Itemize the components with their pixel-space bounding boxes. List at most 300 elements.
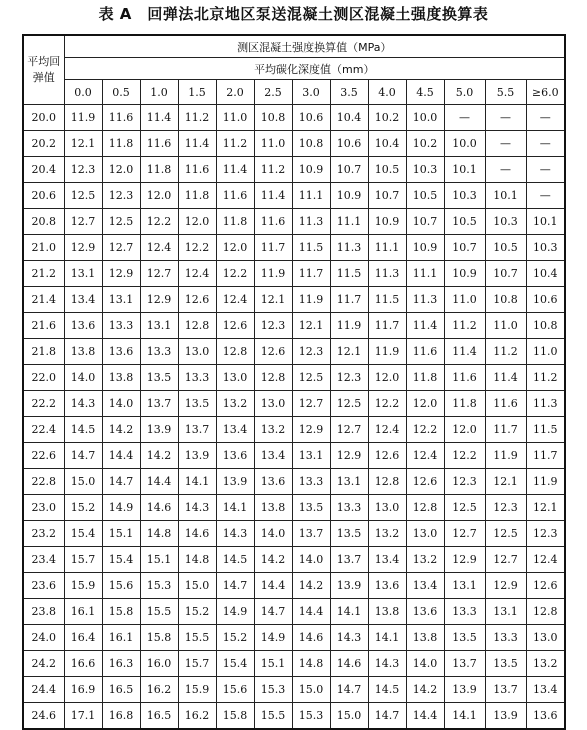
- strength-value-cell: 12.7: [102, 235, 140, 261]
- strength-value-cell: 12.3: [254, 313, 292, 339]
- rebound-value-cell: 23.6: [23, 573, 64, 599]
- strength-value-cell: 10.3: [406, 157, 444, 183]
- strength-value-cell: 13.0: [526, 625, 565, 651]
- strength-value-cell: —: [485, 105, 526, 131]
- rebound-value-header-label: 平均回弹值: [27, 55, 61, 84]
- strength-value-cell: 12.7: [444, 521, 485, 547]
- strength-value-cell: 11.4: [140, 105, 178, 131]
- rebound-value-cell: 20.0: [23, 105, 64, 131]
- strength-value-cell: 13.4: [64, 287, 102, 313]
- strength-value-cell: 11.4: [178, 131, 216, 157]
- strength-value-cell: 11.3: [330, 235, 368, 261]
- strength-value-cell: 11.9: [526, 469, 565, 495]
- strength-value-cell: 10.7: [444, 235, 485, 261]
- strength-value-cell: 11.0: [526, 339, 565, 365]
- strength-value-cell: 11.1: [406, 261, 444, 287]
- strength-value-cell: 14.7: [102, 469, 140, 495]
- strength-value-cell: 13.7: [140, 391, 178, 417]
- strength-value-cell: 10.4: [330, 105, 368, 131]
- strength-value-cell: 12.0: [368, 365, 406, 391]
- table-row: [23, 183, 565, 209]
- strength-value-cell: 12.2: [178, 235, 216, 261]
- strength-value-cell: 10.1: [444, 157, 485, 183]
- strength-value-cell: 13.5: [444, 625, 485, 651]
- rebound-value-cell: 21.2: [23, 261, 64, 287]
- strength-value-cell: 11.1: [368, 235, 406, 261]
- carbonation-depth-row: [23, 80, 565, 105]
- rebound-value-cell: 21.4: [23, 287, 64, 313]
- strength-header: 测区混凝土强度换算值（MPa）: [64, 35, 565, 58]
- strength-value-cell: 10.1: [485, 183, 526, 209]
- strength-value-cell: 14.0: [102, 391, 140, 417]
- strength-value-cell: 11.5: [526, 417, 565, 443]
- strength-value-cell: 13.3: [485, 625, 526, 651]
- strength-value-cell: 12.3: [485, 495, 526, 521]
- strength-value-cell: 12.2: [216, 261, 254, 287]
- strength-value-cell: 14.3: [368, 651, 406, 677]
- strength-value-cell: 11.4: [444, 339, 485, 365]
- strength-value-cell: 11.2: [485, 339, 526, 365]
- strength-value-cell: 10.7: [406, 209, 444, 235]
- strength-value-cell: 10.8: [526, 313, 565, 339]
- strength-value-cell: 11.6: [178, 157, 216, 183]
- strength-value-cell: 13.1: [330, 469, 368, 495]
- strength-value-cell: 14.9: [102, 495, 140, 521]
- strength-value-cell: 11.9: [368, 339, 406, 365]
- strength-value-cell: 12.0: [216, 235, 254, 261]
- strength-value-cell: 11.3: [526, 391, 565, 417]
- strength-value-cell: 13.0: [254, 391, 292, 417]
- strength-value-cell: 13.5: [140, 365, 178, 391]
- strength-value-cell: 15.3: [140, 573, 178, 599]
- carbonation-depth-cell: ≥6.0: [526, 80, 565, 105]
- strength-value-cell: 12.0: [444, 417, 485, 443]
- carbonation-depth-cell: 0.5: [102, 80, 140, 105]
- strength-value-cell: 14.0: [292, 547, 330, 573]
- strength-value-cell: 12.1: [254, 287, 292, 313]
- strength-value-cell: 13.6: [406, 599, 444, 625]
- strength-value-cell: 11.6: [406, 339, 444, 365]
- strength-value-cell: 14.9: [254, 625, 292, 651]
- strength-value-cell: 14.4: [140, 469, 178, 495]
- strength-value-cell: 13.6: [526, 703, 565, 730]
- rebound-value-cell: 24.0: [23, 625, 64, 651]
- table-row: [23, 417, 565, 443]
- carbonation-depth-cell: 3.5: [330, 80, 368, 105]
- strength-value-cell: 12.2: [368, 391, 406, 417]
- strength-value-cell: 17.1: [64, 703, 102, 730]
- strength-value-cell: 11.7: [485, 417, 526, 443]
- strength-value-cell: 15.6: [216, 677, 254, 703]
- table-row: [23, 599, 565, 625]
- table-row: [23, 547, 565, 573]
- strength-value-cell: —: [485, 157, 526, 183]
- strength-value-cell: 13.7: [444, 651, 485, 677]
- strength-value-cell: 13.6: [64, 313, 102, 339]
- strength-value-cell: 10.4: [526, 261, 565, 287]
- strength-value-cell: 12.5: [330, 391, 368, 417]
- strength-value-cell: 12.7: [140, 261, 178, 287]
- rebound-value-cell: 20.4: [23, 157, 64, 183]
- strength-value-cell: 11.2: [526, 365, 565, 391]
- strength-value-cell: —: [526, 157, 565, 183]
- strength-value-cell: —: [526, 105, 565, 131]
- table-row: [23, 625, 565, 651]
- strength-value-cell: 12.5: [485, 521, 526, 547]
- table-row: [23, 131, 565, 157]
- strength-value-cell: 11.9: [254, 261, 292, 287]
- strength-value-cell: 11.4: [254, 183, 292, 209]
- strength-value-cell: 10.1: [526, 209, 565, 235]
- strength-value-cell: 15.1: [140, 547, 178, 573]
- strength-value-cell: 11.9: [330, 313, 368, 339]
- carbonation-depth-cell: 2.5: [254, 80, 292, 105]
- strength-value-cell: 13.4: [526, 677, 565, 703]
- strength-value-cell: 14.1: [368, 625, 406, 651]
- strength-value-cell: 11.1: [330, 209, 368, 235]
- strength-value-cell: 15.8: [216, 703, 254, 730]
- strength-value-cell: 10.5: [485, 235, 526, 261]
- strength-value-cell: 14.1: [216, 495, 254, 521]
- strength-value-cell: 12.3: [292, 339, 330, 365]
- strength-value-cell: 11.5: [368, 287, 406, 313]
- strength-value-cell: 14.1: [330, 599, 368, 625]
- strength-value-cell: 14.6: [178, 521, 216, 547]
- strength-value-cell: 13.4: [368, 547, 406, 573]
- strength-value-cell: 13.7: [485, 677, 526, 703]
- strength-value-cell: 12.8: [254, 365, 292, 391]
- strength-value-cell: 11.6: [216, 183, 254, 209]
- strength-value-cell: 13.8: [102, 365, 140, 391]
- strength-value-cell: 10.0: [444, 131, 485, 157]
- carbonation-depth-cell: 0.0: [64, 80, 102, 105]
- strength-value-cell: 11.9: [485, 443, 526, 469]
- strength-value-cell: 13.4: [254, 443, 292, 469]
- strength-value-cell: 11.8: [216, 209, 254, 235]
- strength-value-cell: 14.0: [406, 651, 444, 677]
- strength-value-cell: 13.3: [102, 313, 140, 339]
- strength-value-cell: 11.9: [292, 287, 330, 313]
- rebound-value-cell: 20.8: [23, 209, 64, 235]
- strength-value-cell: 12.9: [102, 261, 140, 287]
- strength-value-cell: 13.7: [330, 547, 368, 573]
- strength-value-cell: 12.2: [406, 417, 444, 443]
- strength-value-cell: 15.4: [216, 651, 254, 677]
- strength-value-cell: 14.2: [102, 417, 140, 443]
- rebound-value-cell: 23.2: [23, 521, 64, 547]
- strength-value-cell: 14.9: [216, 599, 254, 625]
- table-row: [23, 651, 565, 677]
- strength-value-cell: 13.7: [292, 521, 330, 547]
- strength-value-cell: 11.7: [254, 235, 292, 261]
- rebound-value-cell: 20.6: [23, 183, 64, 209]
- strength-value-cell: 12.3: [526, 521, 565, 547]
- strength-value-cell: 12.4: [368, 417, 406, 443]
- strength-value-cell: 14.0: [64, 365, 102, 391]
- strength-value-cell: 12.1: [526, 495, 565, 521]
- strength-value-cell: 10.3: [485, 209, 526, 235]
- table-row: [23, 391, 565, 417]
- strength-value-cell: 12.4: [406, 443, 444, 469]
- strength-value-cell: 11.5: [292, 235, 330, 261]
- strength-value-cell: 16.8: [102, 703, 140, 730]
- strength-value-cell: 10.5: [368, 157, 406, 183]
- strength-value-cell: 12.6: [526, 573, 565, 599]
- strength-value-cell: 14.7: [64, 443, 102, 469]
- strength-value-cell: 13.5: [330, 521, 368, 547]
- strength-value-cell: —: [526, 183, 565, 209]
- strength-value-cell: 15.4: [64, 521, 102, 547]
- table-row: [23, 313, 565, 339]
- strength-value-cell: 13.0: [178, 339, 216, 365]
- strength-value-cell: 10.3: [526, 235, 565, 261]
- strength-value-cell: 11.1: [292, 183, 330, 209]
- strength-value-cell: 16.6: [64, 651, 102, 677]
- strength-value-cell: 13.8: [64, 339, 102, 365]
- strength-value-cell: 15.5: [178, 625, 216, 651]
- strength-value-cell: 11.8: [102, 131, 140, 157]
- strength-value-cell: 13.9: [485, 703, 526, 730]
- strength-value-cell: 13.1: [102, 287, 140, 313]
- strength-value-cell: 14.3: [64, 391, 102, 417]
- strength-value-cell: 11.8: [140, 157, 178, 183]
- table-row: [23, 521, 565, 547]
- strength-value-cell: 14.8: [140, 521, 178, 547]
- strength-value-cell: 13.6: [254, 469, 292, 495]
- strength-value-cell: 10.8: [485, 287, 526, 313]
- strength-value-cell: 13.8: [406, 625, 444, 651]
- strength-value-cell: 12.5: [64, 183, 102, 209]
- rebound-value-cell: 22.6: [23, 443, 64, 469]
- strength-value-cell: 15.0: [64, 469, 102, 495]
- strength-value-cell: 13.5: [292, 495, 330, 521]
- rebound-value-cell: 24.6: [23, 703, 64, 730]
- strength-value-cell: 10.7: [330, 157, 368, 183]
- strength-conversion-table: [22, 34, 566, 730]
- rebound-value-cell: 24.2: [23, 651, 64, 677]
- strength-value-cell: 15.6: [102, 573, 140, 599]
- strength-value-cell: 12.6: [178, 287, 216, 313]
- strength-value-cell: 12.1: [330, 339, 368, 365]
- table-row: [23, 365, 565, 391]
- strength-value-cell: 14.2: [254, 547, 292, 573]
- strength-value-cell: 12.6: [406, 469, 444, 495]
- strength-value-cell: 13.9: [330, 573, 368, 599]
- strength-value-cell: 16.0: [140, 651, 178, 677]
- strength-value-cell: 12.9: [444, 547, 485, 573]
- strength-value-cell: 13.5: [178, 391, 216, 417]
- strength-value-cell: 10.8: [292, 131, 330, 157]
- strength-value-cell: 12.1: [64, 131, 102, 157]
- strength-value-cell: 10.6: [330, 131, 368, 157]
- strength-value-cell: 11.7: [526, 443, 565, 469]
- table-row: [23, 573, 565, 599]
- table-row: [23, 443, 565, 469]
- strength-value-cell: 11.2: [444, 313, 485, 339]
- strength-value-cell: 12.1: [292, 313, 330, 339]
- strength-value-cell: 14.7: [216, 573, 254, 599]
- strength-value-cell: 14.4: [254, 573, 292, 599]
- carbonation-depth-cell: 1.0: [140, 80, 178, 105]
- strength-value-cell: 11.6: [254, 209, 292, 235]
- strength-value-cell: 11.8: [406, 365, 444, 391]
- strength-value-cell: 13.1: [485, 599, 526, 625]
- strength-value-cell: 10.2: [406, 131, 444, 157]
- strength-value-cell: 14.7: [368, 703, 406, 730]
- table-row: [23, 157, 565, 183]
- table-title: 表 A 回弹法北京地区泵送混凝土测区混凝土强度换算表: [98, 5, 489, 23]
- strength-value-cell: 14.6: [140, 495, 178, 521]
- strength-value-cell: 15.1: [254, 651, 292, 677]
- strength-value-cell: 11.4: [485, 365, 526, 391]
- strength-value-cell: 10.0: [406, 105, 444, 131]
- strength-value-cell: 14.8: [292, 651, 330, 677]
- strength-value-cell: 11.2: [216, 131, 254, 157]
- strength-value-cell: 12.9: [140, 287, 178, 313]
- strength-value-cell: 10.4: [368, 131, 406, 157]
- strength-value-cell: 14.4: [292, 599, 330, 625]
- strength-value-cell: 12.9: [330, 443, 368, 469]
- strength-value-cell: 14.2: [140, 443, 178, 469]
- rebound-value-cell: 23.8: [23, 599, 64, 625]
- strength-value-cell: 13.2: [526, 651, 565, 677]
- strength-value-cell: 11.0: [485, 313, 526, 339]
- strength-value-cell: 14.5: [368, 677, 406, 703]
- strength-value-cell: 12.3: [330, 365, 368, 391]
- carbonation-depth-cell: 3.0: [292, 80, 330, 105]
- strength-value-cell: 12.4: [140, 235, 178, 261]
- strength-value-cell: 16.2: [140, 677, 178, 703]
- strength-value-cell: 15.4: [102, 547, 140, 573]
- strength-value-cell: 11.7: [330, 287, 368, 313]
- strength-value-cell: 12.8: [178, 313, 216, 339]
- strength-value-cell: 13.0: [406, 521, 444, 547]
- strength-value-cell: 12.6: [254, 339, 292, 365]
- strength-value-cell: 16.1: [102, 625, 140, 651]
- strength-value-cell: 10.2: [368, 105, 406, 131]
- strength-value-cell: 10.3: [444, 183, 485, 209]
- strength-value-cell: 12.5: [292, 365, 330, 391]
- strength-value-cell: 10.9: [292, 157, 330, 183]
- strength-value-cell: 10.7: [368, 183, 406, 209]
- strength-value-cell: 14.7: [254, 599, 292, 625]
- strength-value-cell: 12.8: [526, 599, 565, 625]
- rebound-value-cell: 23.4: [23, 547, 64, 573]
- strength-value-cell: 13.1: [444, 573, 485, 599]
- strength-value-cell: 15.2: [178, 599, 216, 625]
- strength-value-cell: 11.6: [140, 131, 178, 157]
- strength-value-cell: 13.3: [444, 599, 485, 625]
- rebound-value-cell: 21.0: [23, 235, 64, 261]
- strength-value-cell: 12.7: [330, 417, 368, 443]
- strength-value-cell: 13.3: [292, 469, 330, 495]
- strength-value-cell: 12.3: [102, 183, 140, 209]
- strength-value-cell: 15.9: [178, 677, 216, 703]
- strength-value-cell: 11.2: [178, 105, 216, 131]
- strength-value-cell: 15.7: [64, 547, 102, 573]
- strength-value-cell: 10.9: [444, 261, 485, 287]
- strength-value-cell: 16.9: [64, 677, 102, 703]
- strength-value-cell: 13.6: [216, 443, 254, 469]
- strength-value-cell: 12.8: [368, 469, 406, 495]
- strength-value-cell: 12.7: [485, 547, 526, 573]
- strength-value-cell: 15.0: [178, 573, 216, 599]
- strength-value-cell: 11.9: [64, 105, 102, 131]
- strength-value-cell: 11.8: [444, 391, 485, 417]
- strength-value-cell: 12.7: [64, 209, 102, 235]
- strength-value-cell: 14.4: [102, 443, 140, 469]
- strength-value-cell: 14.5: [64, 417, 102, 443]
- strength-value-cell: 15.2: [216, 625, 254, 651]
- strength-value-cell: 13.8: [368, 599, 406, 625]
- strength-value-cell: 13.0: [216, 365, 254, 391]
- table-row: [23, 495, 565, 521]
- table-row: [23, 677, 565, 703]
- strength-value-cell: 11.6: [444, 365, 485, 391]
- strength-value-cell: 12.6: [368, 443, 406, 469]
- rebound-value-cell: 22.4: [23, 417, 64, 443]
- strength-value-cell: 12.9: [64, 235, 102, 261]
- strength-value-cell: 11.7: [292, 261, 330, 287]
- strength-value-cell: 13.1: [140, 313, 178, 339]
- table-row: [23, 339, 565, 365]
- carbonation-depth-cell: 5.0: [444, 80, 485, 105]
- strength-value-cell: 12.1: [485, 469, 526, 495]
- strength-value-cell: 14.1: [444, 703, 485, 730]
- strength-value-cell: 15.2: [64, 495, 102, 521]
- strength-value-cell: 12.9: [292, 417, 330, 443]
- strength-value-cell: 13.4: [216, 417, 254, 443]
- strength-value-cell: 13.2: [368, 521, 406, 547]
- strength-value-cell: 16.5: [140, 703, 178, 730]
- strength-value-cell: 11.6: [102, 105, 140, 131]
- carbonation-depth-cell: 2.0: [216, 80, 254, 105]
- strength-value-cell: 16.5: [102, 677, 140, 703]
- strength-value-cell: 10.5: [406, 183, 444, 209]
- rebound-value-header: [23, 35, 64, 105]
- strength-value-cell: 10.8: [254, 105, 292, 131]
- strength-value-cell: 13.9: [444, 677, 485, 703]
- carbonation-depth-cell: 1.5: [178, 80, 216, 105]
- strength-value-cell: 13.5: [485, 651, 526, 677]
- strength-value-cell: 11.0: [444, 287, 485, 313]
- strength-value-cell: 12.5: [102, 209, 140, 235]
- strength-value-cell: 11.4: [216, 157, 254, 183]
- strength-value-cell: 14.3: [178, 495, 216, 521]
- strength-value-cell: 12.4: [526, 547, 565, 573]
- strength-value-cell: 11.3: [406, 287, 444, 313]
- strength-value-cell: 14.3: [216, 521, 254, 547]
- strength-value-cell: 15.5: [254, 703, 292, 730]
- strength-value-cell: —: [485, 131, 526, 157]
- strength-value-cell: 14.7: [330, 677, 368, 703]
- rebound-value-cell: 23.0: [23, 495, 64, 521]
- table-row: [23, 261, 565, 287]
- strength-value-cell: 11.5: [330, 261, 368, 287]
- strength-value-cell: 13.6: [102, 339, 140, 365]
- table-row: [23, 287, 565, 313]
- strength-value-cell: 13.2: [406, 547, 444, 573]
- strength-value-cell: 12.9: [485, 573, 526, 599]
- carbonation-depth-cell: 4.0: [368, 80, 406, 105]
- strength-value-cell: 10.9: [330, 183, 368, 209]
- rebound-value-cell: 21.8: [23, 339, 64, 365]
- strength-value-cell: 12.6: [216, 313, 254, 339]
- strength-value-cell: 12.0: [178, 209, 216, 235]
- strength-value-cell: 13.3: [178, 365, 216, 391]
- strength-value-cell: 11.0: [216, 105, 254, 131]
- strength-value-cell: 12.0: [140, 183, 178, 209]
